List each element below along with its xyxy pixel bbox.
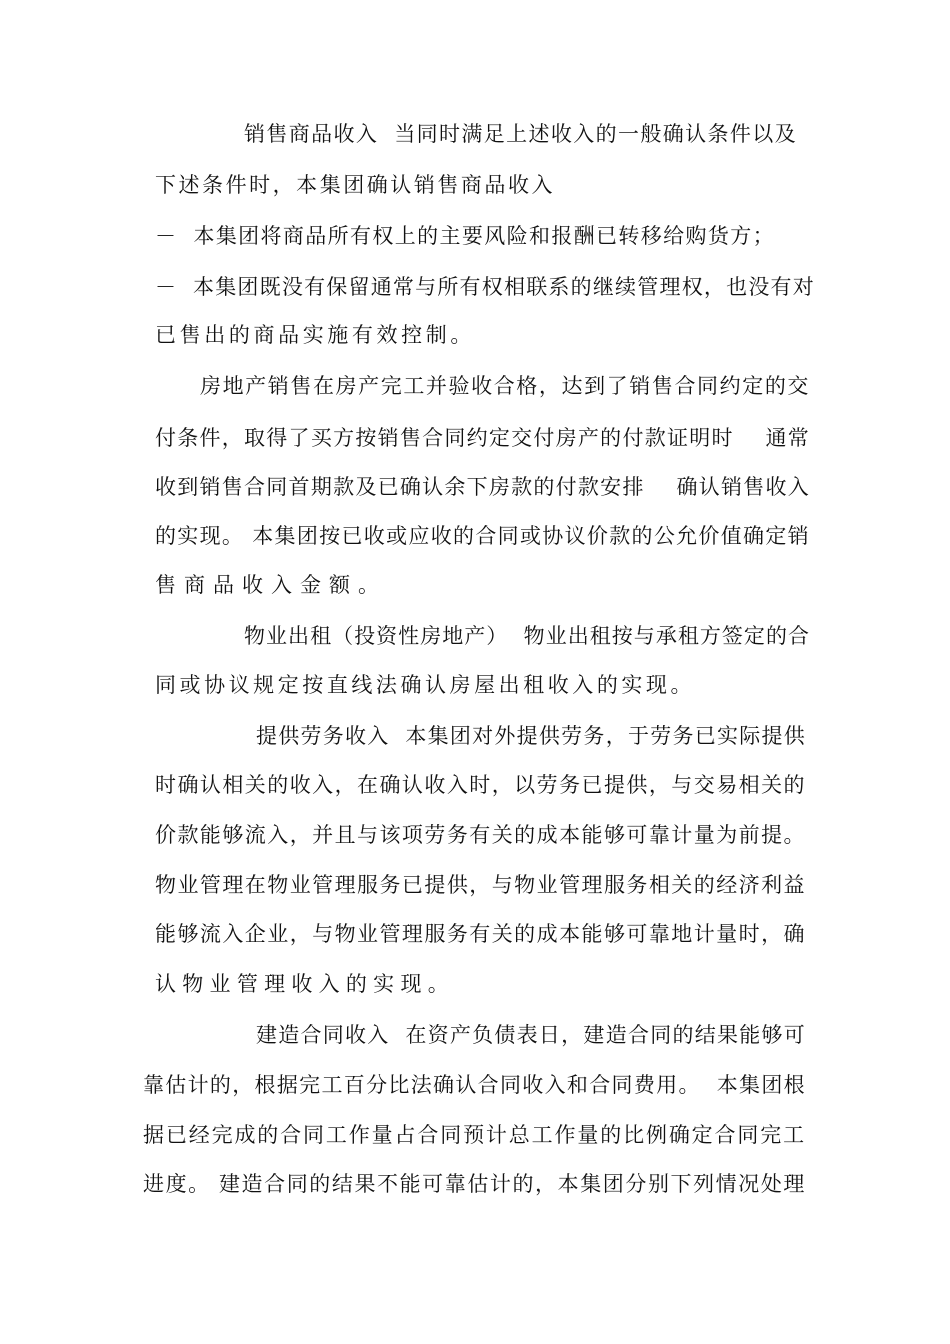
text-line: 物业出租（投资性房地产） 物业出租按与承租方签定的合 [244, 624, 810, 648]
text-line: 建造合同收入 在资产负债表日，建造合同的结果能够可 [256, 1023, 806, 1047]
text-line: 同或协议规定按直线法确认房屋出租收入的实现。 [155, 673, 695, 697]
text-line: 下述条件时，本集团确认销售商品收入 [155, 173, 555, 197]
text-line: 物业管理在物业管理服务已提供，与物业管理服务相关的经济利益 [155, 873, 806, 897]
text-line: 的实现。 本集团按已收或应收的合同或协议价款的公允价值确定销 [155, 524, 810, 548]
text-line: 售商品收入金额。 [155, 573, 387, 597]
text-line: 提供劳务收入 本集团对外提供劳务，于劳务已实际提供 [256, 724, 806, 748]
text-line: 价款能够流入，并且与该项劳务有关的成本能够可靠计量为前提。 [155, 823, 806, 847]
text-line: 销售商品收入 当同时满足上述收入的一般确认条件以及 [244, 122, 797, 146]
text-line: 付条件，取得了买方按销售合同约定交付房产的付款证明时 通常 [155, 426, 810, 450]
text-line: 据已经完成的合同工作量占合同预计总工作量的比例确定合同完工 [143, 1123, 806, 1147]
text-line: 已售出的商品实施有效控制。 [155, 323, 475, 347]
text-line: 房地产销售在房产完工并验收合格，达到了销售合同约定的交 [200, 374, 810, 398]
text-line: － 本集团将商品所有权上的主要风险和报酬已转移给购货方； [155, 224, 775, 248]
text-line: 时确认相关的收入，在确认收入时，以劳务已提供，与交易相关的 [155, 773, 806, 797]
text-line: － 本集团既没有保留通常与所有权相联系的继续管理权，也没有对 [155, 275, 815, 299]
text-line: 能够流入企业，与物业管理服务有关的成本能够可靠地计量时，确 [155, 922, 806, 946]
text-line: 收到销售合同首期款及已确认余下房款的付款安排 确认销售收入 [155, 475, 810, 499]
text-line: 认物业管理收入的实现。 [155, 972, 455, 996]
text-line: 靠估计的，根据完工百分比法确认合同收入和合同费用。 本集团根 [143, 1073, 806, 1097]
text-line: 进度。 建造合同的结果不能可靠估计的，本集团分别下列情况处理 [143, 1172, 806, 1196]
